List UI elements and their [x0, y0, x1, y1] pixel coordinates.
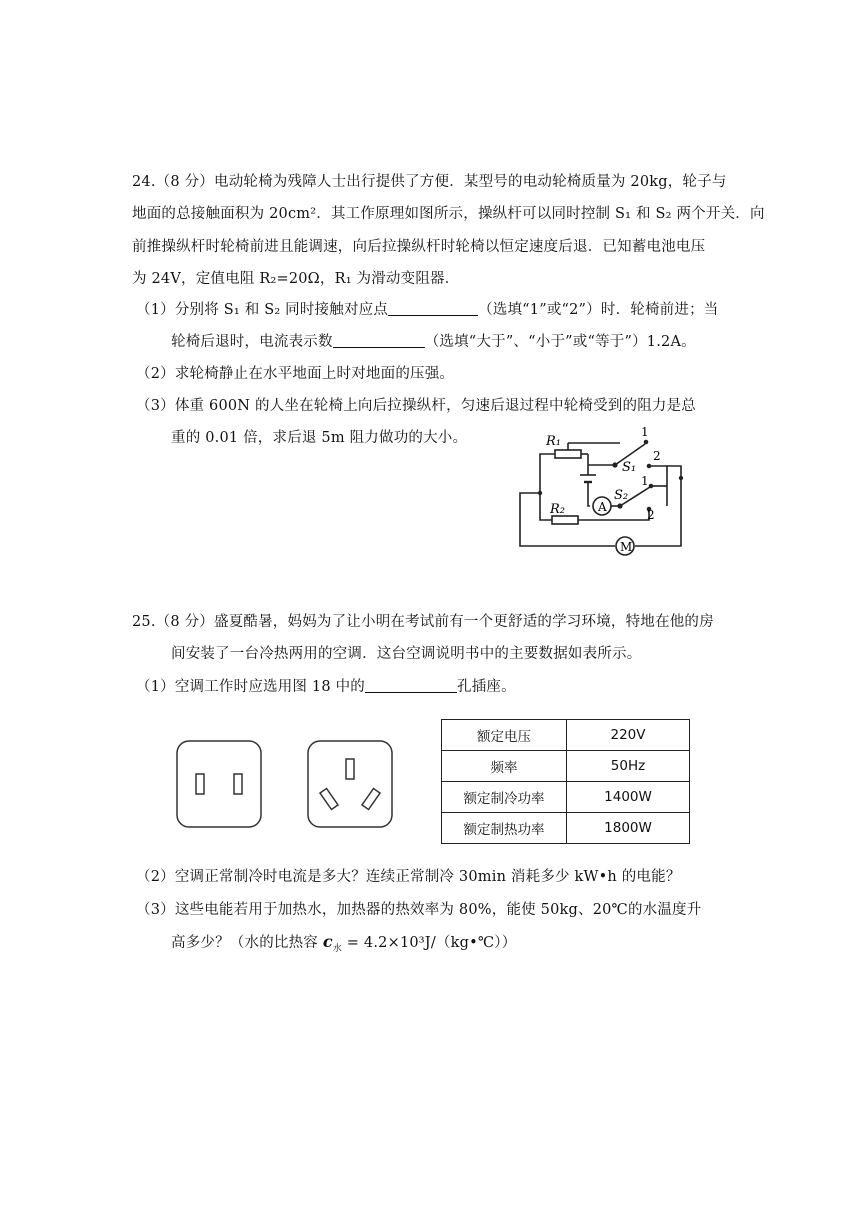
circuit-diagram: [510, 420, 710, 560]
spec-table: [441, 719, 690, 844]
table-row: [442, 751, 690, 782]
q25-part3-text-b: = 4.2×10³J/（kg•℃））: [341, 935, 517, 951]
q24-part1-text-c: 轮椅后退时，电流表示数: [171, 334, 333, 350]
q24-part1-text-b: （选填“1”或“2”）时．轮椅前进；当: [478, 302, 719, 318]
q24-part1-text-d: （选填“大于”、“小于”或“等于”）1.2A。: [424, 334, 696, 350]
specific-heat-symbol: c: [322, 932, 333, 951]
q25-part3-text-a: 高多少？（水的比热容: [171, 935, 318, 951]
q24-part3-line-2: 重的 0.01 倍，求后退 5m 阻力做功的大小。: [171, 430, 468, 446]
r2-resistor: [552, 516, 578, 524]
q24-part1-text-a: （1）分别将 S₁ 和 S₂ 同时接触对应点: [136, 302, 389, 318]
spec-key: 频率: [442, 751, 567, 782]
s2-label: S₂: [614, 488, 629, 503]
s2-contact-2-label: 2: [647, 508, 655, 522]
q24-part1-line-1: [136, 300, 718, 320]
spec-value: 220V: [567, 720, 690, 751]
spec-value: 50Hz: [567, 751, 690, 782]
motor-label: M: [620, 540, 633, 554]
r1-resistor: [555, 450, 581, 458]
specific-heat-subscript: 水: [332, 943, 342, 954]
q25-part3-line-1: （3）这些电能若用于加热水，加热器的热效率为 80%，能使 50kg、20℃的水温度升: [136, 902, 702, 918]
spec-value: 1400W: [567, 782, 690, 813]
q24-stem-line-4: 为 24V，定值电阻 R₂=20Ω，R₁ 为滑动变阻器．: [132, 271, 460, 287]
ammeter-label: A: [598, 500, 607, 514]
spec-value: 1800W: [567, 813, 690, 844]
q25-part3-line-2: [171, 932, 516, 959]
q24-part2: （2）求轮椅静止在水平地面上时对地面的压强。: [136, 366, 455, 382]
table-row: [442, 813, 690, 844]
r2-label: R₂: [550, 502, 565, 517]
spec-key: 额定电压: [442, 720, 567, 751]
table-row: [442, 782, 690, 813]
q24-part3-line-1: （3）体重 600N 的人坐在轮椅上向后拉操纵杆，匀速后退过程中轮椅受到的阻力是总: [136, 398, 697, 414]
q25-stem-line-1: 25.（8 分）盛夏酷暑，妈妈为了让小明在考试前有一个更舒适的学习环境，特地在他的房: [132, 614, 714, 630]
q25-part1-text-b: 孔插座。: [457, 679, 516, 695]
r1-label: R₁: [546, 434, 561, 449]
s1-contact-2-label: 2: [653, 449, 661, 463]
s1-label: S₁: [622, 460, 637, 475]
q25-part1: [136, 677, 516, 697]
s1-contact-1-label: 1: [641, 425, 649, 439]
spec-key: 额定制冷功率: [442, 782, 567, 813]
q24-answer-blank-1[interactable]: [388, 301, 478, 316]
q24-stem-line-3: 前推操纵杆时轮椅前进且能调速，向后拉操纵杆时轮椅以恒定速度后退．已知蓄电池电压: [132, 239, 706, 255]
s2-contact-1-label: 1: [641, 474, 649, 488]
q25-stem-line-2: 间安装了一台冷热两用的空调．这台空调说明书中的主要数据如表所示。: [171, 646, 642, 662]
q24-part1-line-2: [171, 332, 696, 352]
spec-key: 额定制热功率: [442, 813, 567, 844]
three-hole-socket-icon: [306, 739, 396, 831]
q25-part1-text-a: （1）空调工作时应选用图 18 中的: [136, 679, 365, 695]
q24-answer-blank-2[interactable]: [333, 333, 425, 348]
q25-answer-blank[interactable]: [365, 678, 457, 693]
q24-stem-line-2: 地面的总接触面积为 20cm²．其工作原理如图所示，操纵杆可以同时控制 S₁ 和 S₂ 两个开关．向: [132, 206, 765, 222]
q25-part2: （2）空调正常制冷时电流是多大？连续正常制冷 30min 消耗多少 kW•h 的电能？: [136, 869, 681, 885]
two-hole-socket-icon: [175, 739, 265, 831]
q24-stem-line-1: 24.（8 分）电动轮椅为残障人士出行提供了方便．某型号的电动轮椅质量为 20kg，轮子与: [132, 174, 727, 190]
table-row: [442, 720, 690, 751]
